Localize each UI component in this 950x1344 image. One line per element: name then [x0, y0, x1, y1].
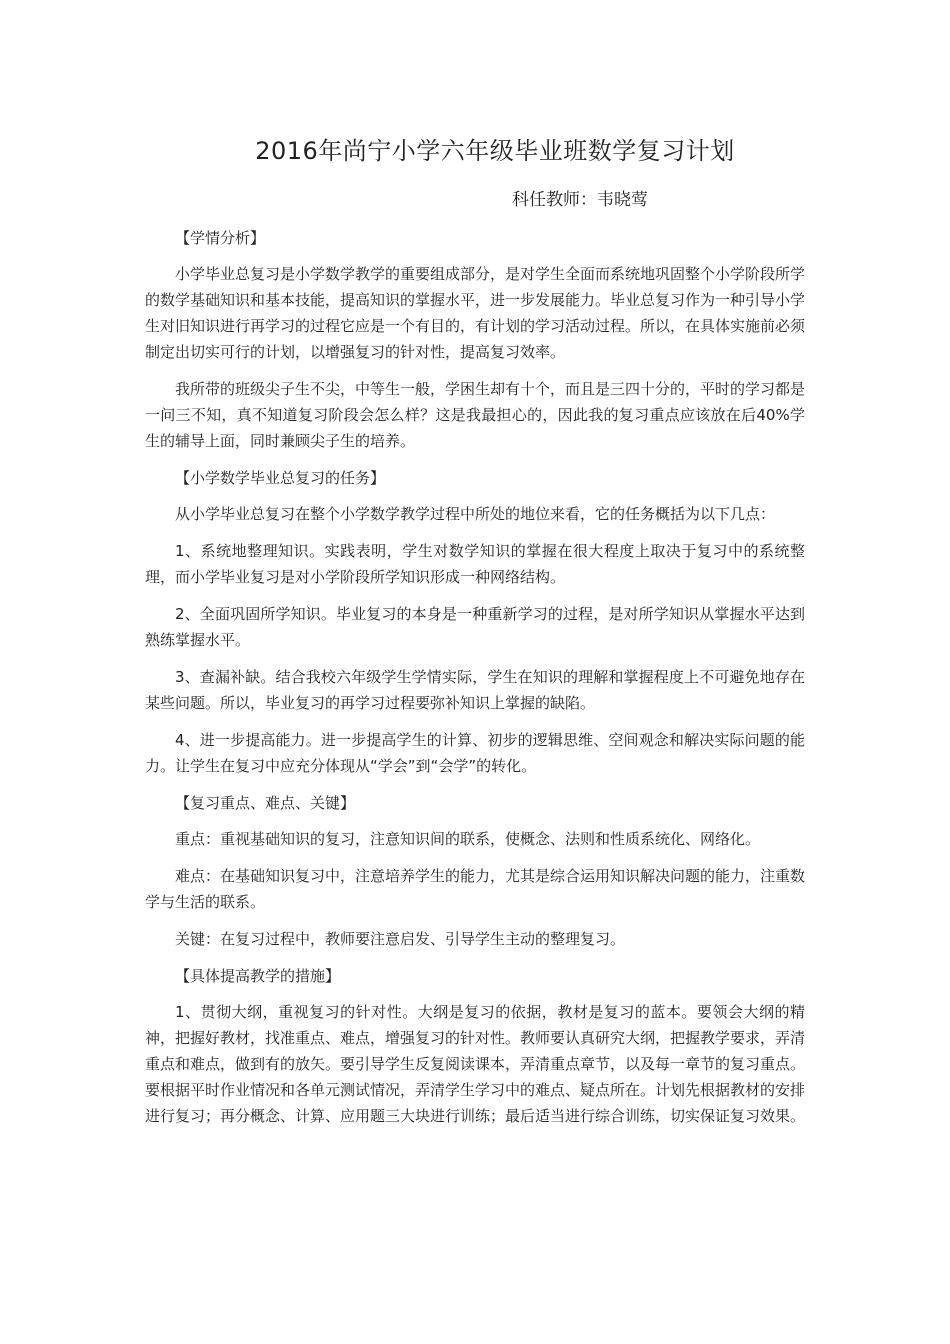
body-paragraph: 重点：重视基础知识的复习，注意知识间的联系，使概念、法则和性质系统化、网络化。: [175, 830, 761, 848]
author-name: 韦晓莺: [597, 190, 648, 210]
body-paragraph: 从小学毕业总复习在整个小学数学教学过程中所处的地位来看，它的任务概括为以下几点：: [175, 505, 776, 523]
document-body: [145, 225, 805, 1140]
body-paragraph: 关键：在复习过程中，教师要注意启发、引导学生主动的整理复习。: [175, 930, 626, 948]
body-paragraph: 2、全面巩固所学知识。毕业复习的本身是一种重新学习的过程，是对所学知识从掌握水平达到熟练掌握水平。: [145, 605, 805, 649]
body-paragraph: 我所带的班级尖子生不尖，中等生一般，学困生却有十个，而且是三四十分的，平时的学习都是一问三不知，真不知道复习阶段会怎么样？这是我最担心的，因此我的复习重点应该放在后40%学生的辅导上面，同时兼顾尖子生的培养。: [145, 380, 806, 450]
section-heading: 【具体提高教学的措施】: [175, 967, 341, 985]
section-heading: 【学情分析】: [175, 229, 266, 247]
body-paragraph: 1、系统地整理知识。实践表明，学生对数学知识的掌握在很大程度上取决于复习中的系统整理，而小学毕业复习是对小学阶段所学知识形成一种网络结构。: [145, 542, 805, 586]
body-paragraph: 小学毕业总复习是小学数学教学的重要组成部分，是对学生全面而系统地巩固整个小学阶段所学的数学基础知识和基本技能，提高知识的掌握水平，进一步发展能力。毕业总复习作为一种引导小学生对旧知识进行再学习的过程它应是一个有目的，有计划的学习活动过程。所以，在具体实施前必须制定出切实可行的计划，以增强复习的针对性，提高复习效率。: [145, 265, 806, 361]
section-heading: 【复习重点、难点、关键】: [175, 794, 356, 812]
body-paragraph: 4、进一步提高能力。进一步提高学生的计算、初步的逻辑思维、空间观念和解决实际问题的能力。让学生在复习中应充分体现从“学会”到“会学”的转化。: [145, 731, 805, 775]
body-paragraph: 1、贯彻大纲，重视复习的针对性。大纲是复习的依据，教材是复习的蓝本。要领会大纲的精神，把握好教材，找准重点、难点，增强复习的针对性。教师要认真研究大纲，把握教学要求，弄清重点和难点，做到有的放矢。要引导学生反复阅读课本，弄清重点章节，以及每一章节的复习重点。要根据平时作业情况和各单元测试情况，弄清学生学习中的难点、疑点所在。计划先根据教材的安排进行复习；再分概念、计算、应用题三大块进行训练；最后适当进行综合训练，切实保证复习效果。: [145, 1003, 806, 1125]
author-line: [512, 186, 648, 214]
document-title: 2016年尚宁小学六年级毕业班数学复习计划: [255, 137, 735, 165]
author-label: 科任教师：: [512, 190, 597, 210]
section-heading: 【小学数学毕业总复习的任务】: [175, 469, 386, 487]
body-paragraph: 3、查漏补缺。结合我校六年级学生学情实际，学生在知识的理解和掌握程度上不可避免地存在某些问题。所以，毕业复习的再学习过程要弥补知识上掌握的缺陷。: [145, 668, 805, 712]
body-paragraph: 难点：在基础知识复习中，注意培养学生的能力，尤其是综合运用知识解决问题的能力，注重数学与生活的联系。: [145, 867, 806, 911]
